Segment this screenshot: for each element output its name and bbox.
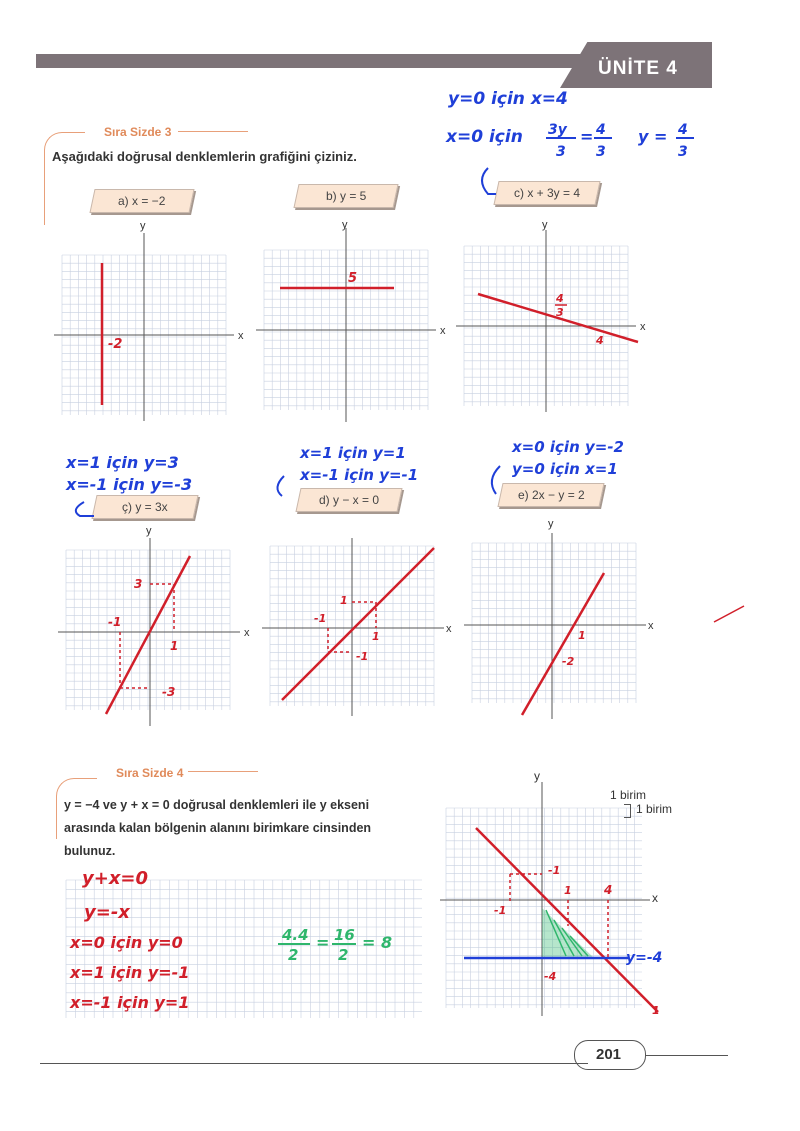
graph-cc-x-label: x bbox=[244, 627, 250, 639]
work-line-1: y+x=0 bbox=[82, 868, 149, 889]
page-number: 201 bbox=[596, 1046, 622, 1063]
section2-problem bbox=[64, 794, 414, 863]
note-e-line1: x=0 için y=-2 bbox=[512, 438, 624, 456]
problem-b-label: b) y = 5 bbox=[293, 184, 398, 208]
unit-label: ÜNİTE 4 bbox=[598, 58, 678, 79]
graph-cc-note-m1: -1 bbox=[108, 615, 122, 629]
graph-d-x-label: x bbox=[446, 623, 452, 635]
graph-e-note-m2: -2 bbox=[562, 655, 575, 668]
graph-a-note: -2 bbox=[108, 337, 123, 352]
work-line-3: x=0 için y=0 bbox=[70, 933, 183, 952]
graph-c-note-den: 3 bbox=[556, 306, 564, 319]
graph-c-x-label: x bbox=[640, 321, 646, 333]
s2-note-m1a: -1 bbox=[548, 864, 561, 877]
note-cc-line1: x=1 için y=3 bbox=[66, 453, 179, 472]
problem-d-label: d) y − x = 0 bbox=[295, 488, 402, 512]
section1-instruction: Aşağıdaki doğrusal denklemlerin grafiğini çiziniz. bbox=[52, 149, 357, 164]
problem-a-label: a) x = −2 bbox=[89, 189, 194, 213]
problem-c-cedilla-label: ç) y = 3x bbox=[91, 495, 198, 519]
graph-b-y-label: y bbox=[342, 219, 348, 231]
graph-cc-note-m3: -3 bbox=[162, 685, 176, 699]
s2-note-1b: 1 bbox=[652, 1004, 660, 1017]
graph-d bbox=[270, 546, 452, 706]
graph-a-x-label: x bbox=[238, 330, 244, 342]
work-line-2: y=-x bbox=[84, 902, 130, 923]
s2-y-label: y bbox=[534, 769, 540, 783]
graph-cc-note-3: 3 bbox=[134, 577, 143, 591]
note-c-line2: x=0 için bbox=[446, 127, 523, 147]
note-e-line2: y=0 için x=1 bbox=[512, 460, 618, 478]
graph-c-cedilla bbox=[66, 525, 250, 710]
s2-note-m4: -4 bbox=[544, 970, 557, 983]
note-d-line1: x=1 için y=1 bbox=[300, 444, 406, 462]
problem-line-3: bulunuz. bbox=[64, 844, 116, 858]
graph-e-line bbox=[522, 573, 604, 715]
s2-x-label: x bbox=[652, 891, 658, 905]
handwritten-notes-1 bbox=[0, 0, 800, 520]
s2-note-4: 4 bbox=[604, 883, 613, 897]
work-line-4: x=1 için y=-1 bbox=[70, 963, 190, 982]
graph-e-note-1: 1 bbox=[578, 629, 586, 642]
unit-note-1: 1 birim bbox=[610, 788, 647, 802]
problem-e-label: e) 2x − y = 2 bbox=[497, 483, 604, 507]
area-eq1: = bbox=[316, 933, 330, 952]
section1-title: Sıra Sizde 3 bbox=[104, 125, 172, 139]
footer-rule-right bbox=[646, 1055, 728, 1056]
problem-c-label: c) x + 3y = 4 bbox=[493, 181, 600, 205]
problem-line-2: arasında kalan bölgenin alanını birimkare cinsinden bbox=[64, 821, 372, 835]
area-den2: 2 bbox=[338, 946, 349, 964]
footer-rule bbox=[40, 1063, 588, 1064]
unit-bracket bbox=[624, 804, 631, 818]
graph-c-y-label: y bbox=[542, 219, 548, 231]
note-c-y: y = bbox=[638, 127, 668, 146]
graph-c-note-num: 4 bbox=[556, 292, 564, 305]
graph-d-note-1b: 1 bbox=[372, 630, 380, 643]
note-c-y-num: 4 bbox=[678, 122, 688, 138]
work-area bbox=[66, 868, 426, 1020]
note-c-frac-den: 3 bbox=[556, 144, 566, 160]
graph-e bbox=[472, 518, 654, 703]
note-c-line1: y=0 için x=4 bbox=[448, 89, 568, 109]
graph-d-note-1: 1 bbox=[340, 594, 348, 607]
section2-title-line bbox=[188, 771, 258, 772]
area-result: = 8 bbox=[362, 933, 393, 952]
s2-shaded-region bbox=[542, 908, 594, 958]
note-c-frac-num: 3y bbox=[548, 122, 567, 138]
s2-note-1: 1 bbox=[564, 884, 572, 897]
graph-e-x-label: x bbox=[648, 620, 654, 632]
note-c-eq: = bbox=[580, 127, 594, 146]
s2-note-y-minus-4: y=-4 bbox=[626, 950, 663, 966]
graph-b-x-label: x bbox=[440, 325, 446, 337]
stray-mark bbox=[710, 600, 750, 630]
note-c-y-den: 3 bbox=[678, 144, 688, 160]
graph-cc-note-1: 1 bbox=[170, 639, 179, 653]
graph-e-y-label: y bbox=[548, 518, 554, 530]
graph-d-note-m1: -1 bbox=[314, 612, 327, 625]
area-num: 4.4 bbox=[282, 926, 309, 944]
note-c-frac2-den: 3 bbox=[596, 144, 606, 160]
note-c-frac2-num: 4 bbox=[596, 122, 606, 138]
area-den: 2 bbox=[288, 946, 299, 964]
problem-line-1: y = −4 ve y + x = 0 doğrusal denklemleri ile y ekseni bbox=[64, 798, 370, 812]
graph-cc-y-label: y bbox=[146, 525, 152, 537]
graph-c-note-x: 4 bbox=[596, 334, 604, 347]
s2-note-m1b: -1 bbox=[494, 904, 507, 917]
note-d-line2: x=-1 için y=-1 bbox=[300, 466, 419, 484]
area-num2: 16 bbox=[334, 926, 355, 944]
note-cc-line2: x=-1 için y=-3 bbox=[66, 475, 193, 494]
graph-a-y-label: y bbox=[140, 220, 146, 232]
graph-d-note-m1b: -1 bbox=[356, 650, 369, 663]
section2-title: Sıra Sizde 4 bbox=[116, 766, 184, 780]
work-line-5: x=-1 için y=1 bbox=[70, 993, 190, 1012]
graph-b-note: 5 bbox=[348, 271, 358, 286]
unit-note-2: 1 birim bbox=[636, 802, 673, 816]
